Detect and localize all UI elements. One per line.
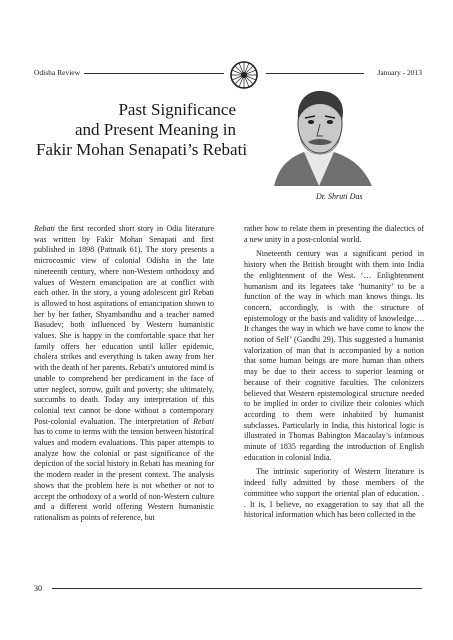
paragraph-text: the first recorded short story in Odia literature was written by Fakir Mohan Senapati and first published in 1898 (Pattnaik 61). The story presents a microcosmic view of colonial Odisha in the late nineteenth century, where non-Western orthodoxy and values of Western emancipation are at conflict with each other. In the story, a young adolescent girl Rebati is allowed to host aspirations of emancipation shown to her by her father, Shyambandhu and a teacher named Basudev; both influenced by Western humanistic values. She is happy in the comfortable space that her family offers her education until killer epidemic, cholera strikes and everything is taken away from her with the death of her parents. Rebati’s untutored mind is unable to comprehend her predicament in the face of utter neglect, sorrow, guilt and poverty; she ultimately, succumbs to death. Today any interpretation of this colonial text cannot be done without a contemporary Post-colonial evaluation. The interpretation of xyxy=(34,224,214,426)
title-line-2: and Present Meaning in xyxy=(75,120,236,139)
portrait-sketch xyxy=(234,86,404,186)
title-line-3: Fakir Mohan Senapati’s Rebati xyxy=(36,140,248,159)
journal-name: Odisha Review xyxy=(34,68,81,77)
issue-date: January - 2013 xyxy=(377,68,422,77)
running-header xyxy=(34,64,422,84)
paragraph-text: has to come to terms with the tension between historical values and modern evaluations. This paper attempts to analyze how the colonial or past significance of the depiction of the social history in Rebati has meaning for the modern reader in the present context. The analysis shows that the problem here is not whether or not to accept the orthodoxy of a world of non-Western culture and a different world offering Western humanistic rationalism as points of reference, but xyxy=(34,427,214,522)
header-rule-left xyxy=(84,73,224,74)
story-title-ref: Rebati xyxy=(34,224,55,233)
page-number: 30 xyxy=(34,584,42,593)
title-line-1: Past Significance xyxy=(118,100,236,119)
author-name: Dr. Shruti Das xyxy=(316,192,363,201)
footer-rule xyxy=(52,588,422,589)
paragraph: The intrinsic superiority of Western literature is indeed fully admitted by those members of the committee who support the oriental plan of education. . . It is, I believe, no exaggeration to say that all the historical information which has been collected in the xyxy=(244,467,424,520)
header-rule-right xyxy=(266,73,364,74)
story-title-ref: Rebati xyxy=(193,416,214,426)
paragraph: rather how to relate them in presenting the dialectics of a new unity in a post-colonial world. xyxy=(244,224,424,244)
paragraph: Nineteenth century was a significant period in history when the British brought with them into India the enlightenment of the West. ‘… Enlightenment humanism and its legatees take ‘humanity’ to be a function of the way in which man knows things. Its concern, accordingly, is with the structure of epistemology or the basis and validity of knowledge…. It changes the way in which we have come to know the notion of Self’ (Gandhi 29). This suggested a humanist valorization of man that is accompanied by a notion that some human beings are more human than others may be due to their access to superior learning or because of their cognitive faculties. The colonizers believed that Western epistemological structure needed to be implied in order to civilize their colonies which according to them were inhabited by humanist subclasses. Particularly in India, this historical logic is illustrated in Thomas Babington Macaulay’s infamous minute of 1835 regarding the introduction of English education in colonial India. xyxy=(244,249,424,462)
paragraph xyxy=(34,224,214,524)
article-title xyxy=(36,100,248,160)
left-column xyxy=(34,224,214,524)
right-column xyxy=(244,224,424,521)
